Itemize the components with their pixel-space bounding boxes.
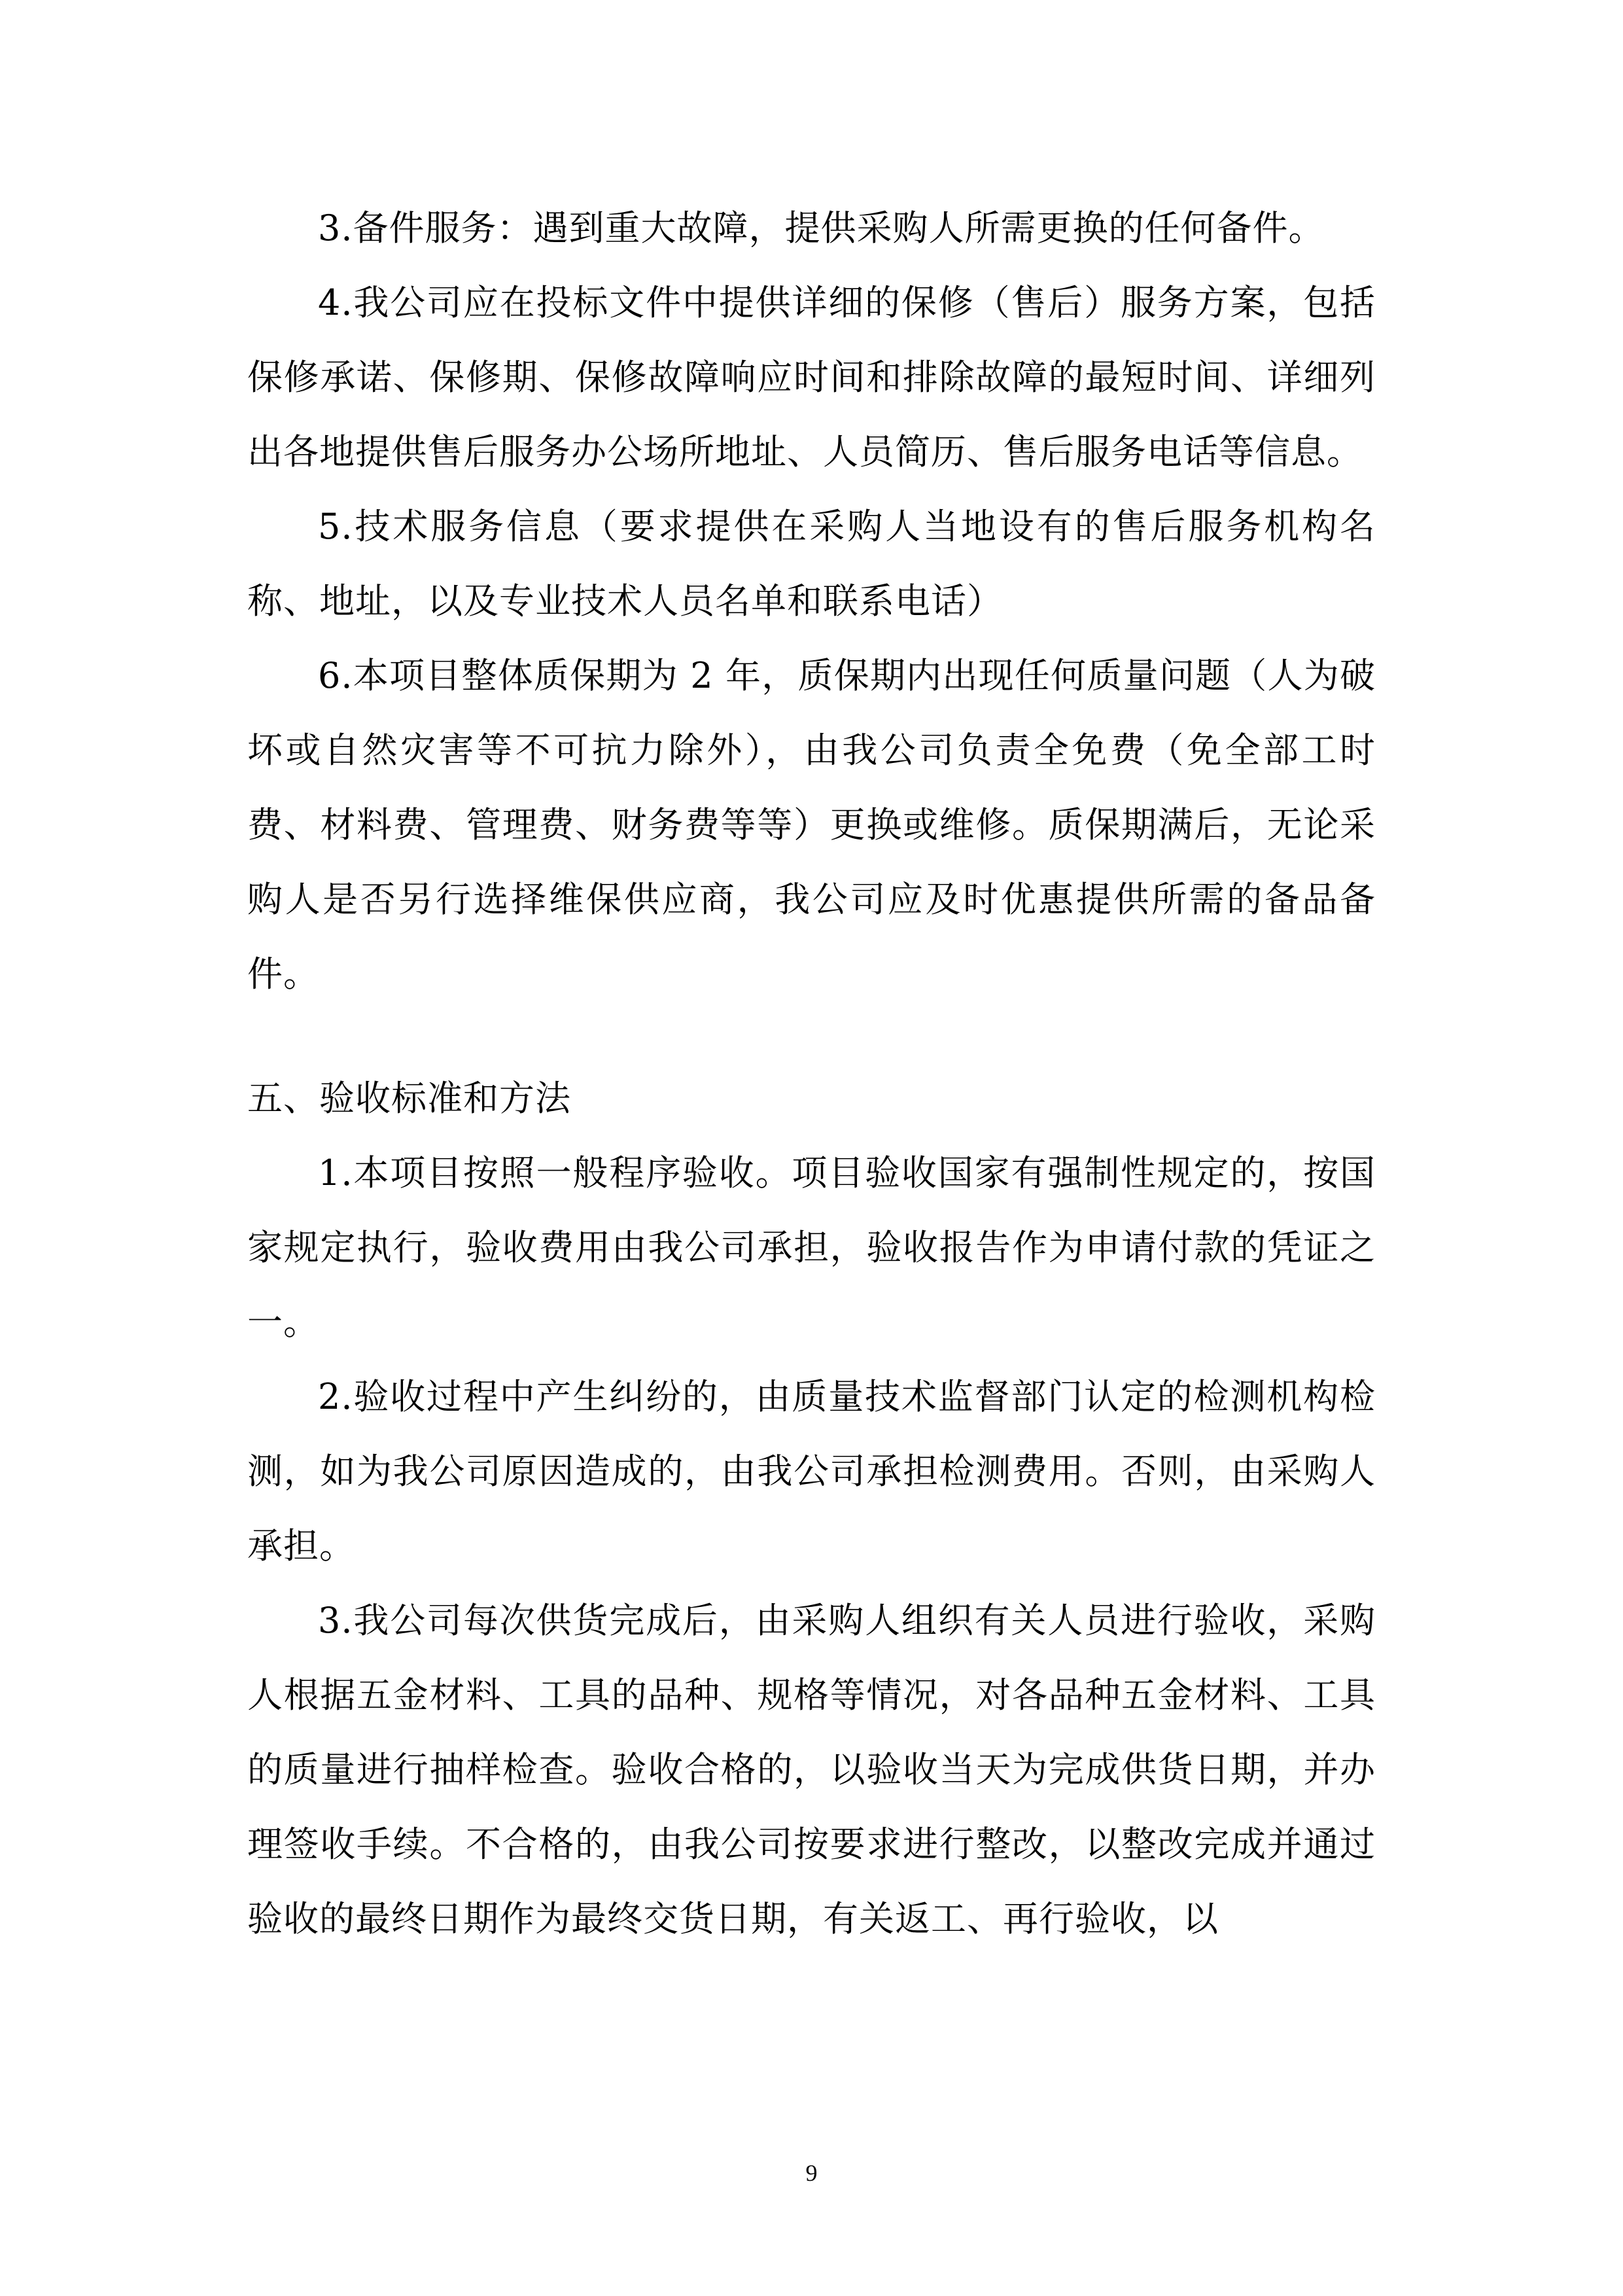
paragraph-acceptance-procedure: 1.本项目按照一般程序验收。项目验收国家有强制性规定的，按国家规定执行，验收费用由我公司承担，验收报告作为申请付款的凭证之一。 <box>247 1152 1376 1343</box>
paragraph-spare-parts-service: 3.备件服务：遇到重大故障，提供采购人所需更换的任何备件。 <box>318 207 1325 249</box>
paragraph-delivery-acceptance: 3.我公司每次供货完成后，由采购人组织有关人员进行验收，采购人根据五金材料、工具的品种、规格等情况，对各品种五金材料、工具的质量进行抽样检查。验收合格的，以验收当天为完成供货日期，并办理签收手续。不合格的，由我公司按要求进行整改，以整改完成并通过验收的最终日期作为最终交货日期，有关返工、再行验收，以 <box>247 1600 1376 1939</box>
page-number: 9 <box>805 2160 818 2186</box>
paragraph-overall-warranty-period: 6.本项目整体质保期为 2 年，质保期内出现任何质量问题（人为破坏或自然灾害等不可抗力除外），由我公司负责全免费（免全部工时费、材料费、管理费、财务费等等）更换或维修。质保期满后，无论采购人是否另行选择维保供应商，我公司应及时优惠提供所需的备品备件。 <box>247 655 1376 995</box>
page-body <box>247 191 1376 1956</box>
paragraph-warranty-service-plan: 4.我公司应在投标文件中提供详细的保修（售后）服务方案，包括保修承诺、保修期、保修故障响应时间和排除故障的最短时间、详细列出各地提供售后服务办公场所地址、人员简历、售后服务电话等信息。 <box>247 282 1376 472</box>
section-heading-acceptance: 五、验收标准和方法 <box>247 1078 571 1119</box>
paragraph-technical-service-info: 5.技术服务信息（要求提供在采购人当地设有的售后服务机构名称、地址，以及专业技术人员名单和联系电话） <box>247 506 1376 622</box>
paragraph-acceptance-disputes: 2.验收过程中产生纠纷的，由质量技术监督部门认定的检测机构检测，如为我公司原因造成的，由我公司承担检测费用。否则，由采购人承担。 <box>247 1376 1376 1566</box>
